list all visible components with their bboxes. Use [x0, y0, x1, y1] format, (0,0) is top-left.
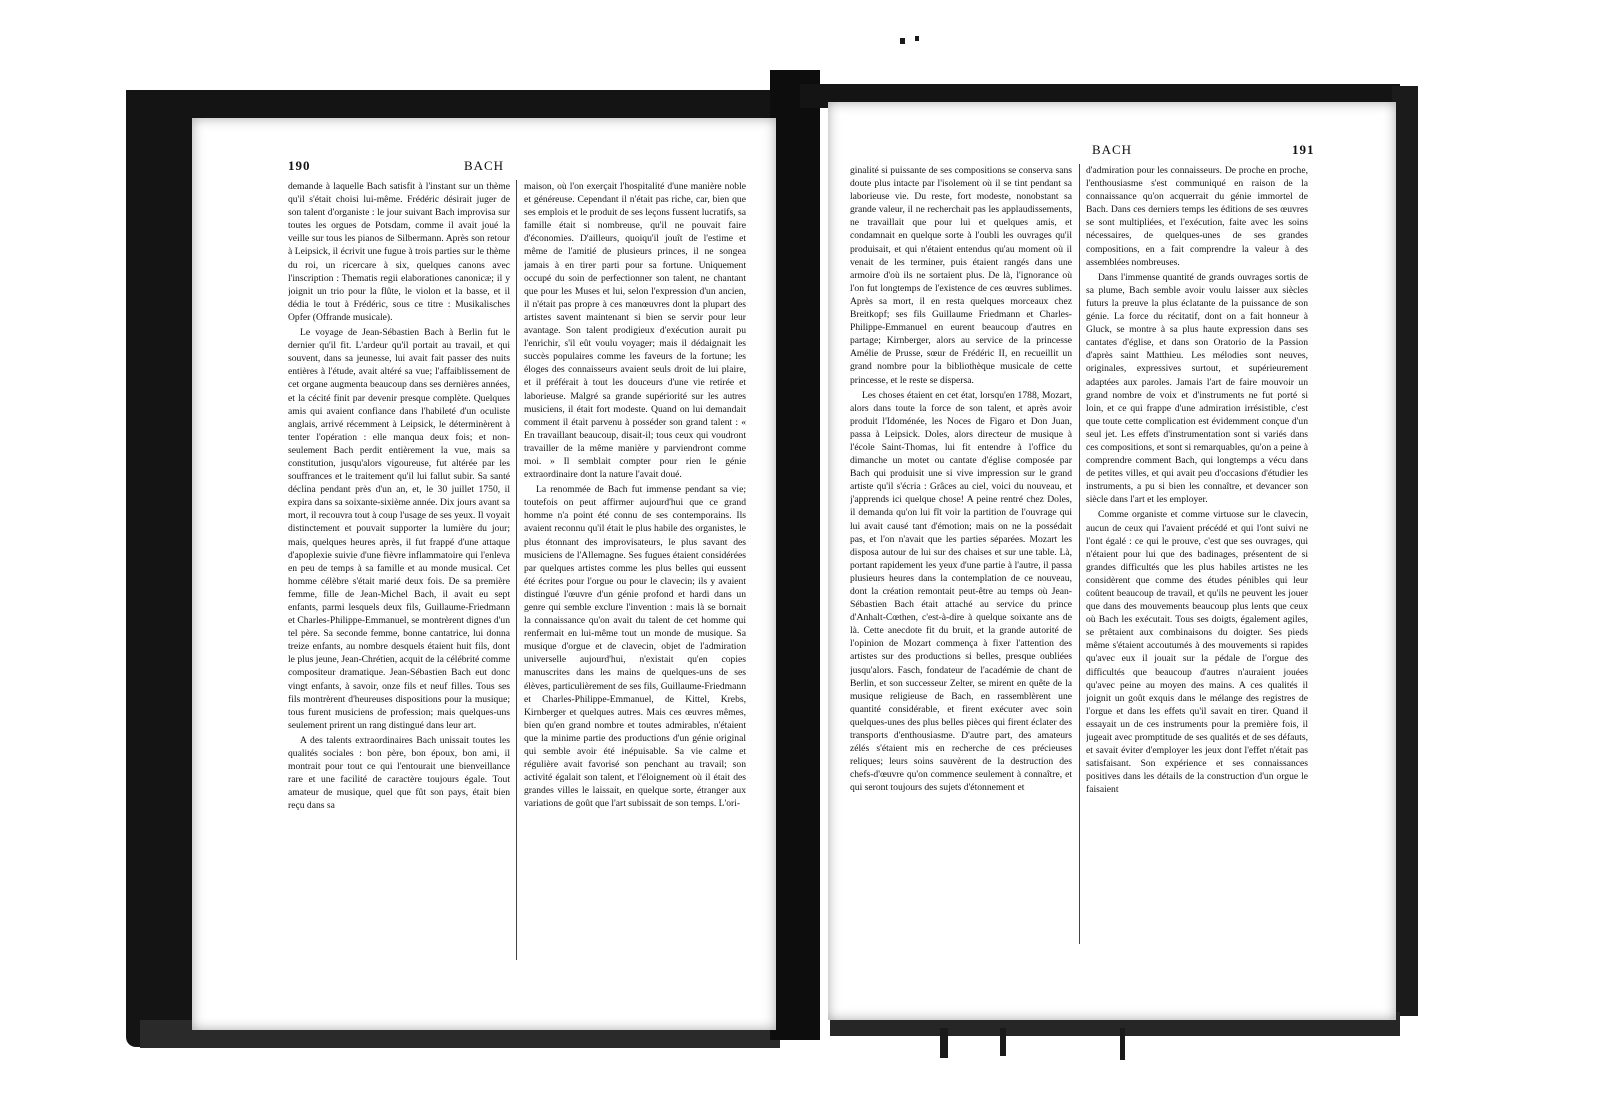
right-column-1: [850, 164, 1072, 1006]
paragraph: La renommée de Bach fut immense pendant sa vie; toutefois on peut affirmer aujourd'hui que ce grand homme n'a point été connu de ses contemporains. Ils avaient reconnu qu'il était le plus habile des organistes, le plus étonnant des improvisateurs, le plus savant des musiciens de l'Allemagne. Ses fugues étaient considérées par quelques artistes comme les plus belles qui eussent été écrites pour l'orgue ou pour le clavecin; ils y avaient distingué l'œuvre d'un génie profond et hardi dans un genre qui semble exclure l'invention : mais là se bornait la connaissance qu'on avait du talent de cet homme qui renfermait en lui-même tout un monde de musique. Sa musique d'orgue et de clavecin, objet de l'admiration universelle aujourd'hui, n'existait qu'en copies manuscrites dans les mains de quelques-uns de ses élèves, particulièrement de ses fils, Guillaume-Friedmann et Charles-Philippe-Emmanuel, de Kittel, Krebs, Kirnberger et quelques autres. Mais ces œuvres mêmes, bien qu'en grand nombre et toutes admirables, n'étaient que la minime partie des productions d'un génie original qui semble avoir été inépuisable. Sa vie calme et régulière avait favorisé son penchant au travail; son activité égalait son talent, et l'éloignement où il était des grandes villes le laissait, en quelque sorte, étranger aux variations de goût que l'art subissait de son temps. L'ori-: [524, 484, 746, 810]
paragraph: Les choses étaient en cet état, lorsqu'en 1788, Mozart, alors dans toute la force de son talent, et après avoir produit l'Idoménée, les Noces de Figaro et Don Juan, passa à Leipsick. Doles, alors directeur de musique à l'école Saint-Thomas, lui fit entendre à l'office du dimanche un motet ou cantate d'église composée par Bach qui produisit une si vive impression sur le grand artiste qu'il s'écria : Grâces au ciel, voici du nouveau, et j'apprends ici quelque chose! A peine rentré chez Doles, il demanda qu'on lui fît voir la partition de l'ouvrage qui lui avait causé tant d'émotion; mais on ne la possédait pas, et l'on n'avait que les parties séparées. Mozart les disposa autour de lui sur des chaises et sur une table. Là, portant rapidement les yeux d'une partie à l'autre, il passa plusieurs heures dans la contemplation de ce nouveau, dont la création remontait peut-être au temps où Jean-Sébastien Bach était attaché au service du prince d'Anhalt-Cœthen, c'est-à-dire à quelque soixante ans de là. Cette anecdote fit du bruit, et la grande autorité de l'opinion de Mozart commença à fixer l'attention des artistes sur des productions si belles, presque oubliées jusqu'alors. Fasch, fondateur de l'académie de chant de Berlin, et son successeur Zelter, se mirent en quête de la musique religieuse de Bach, en rassemblèrent une quantité considérable, et firent exécuter avec soin quelques-unes des plus belles pièces qui firent éclater des transports d'enthousiasme. D'autre part, des amateurs zélés s'étaient mis en recherche de ces précieuses reliques; leurs soins sauvèrent de la destruction des chefs-d'œuvre qu'on commence seulement à connaître, et qui seront toujours des sujets d'étonnement et: [850, 389, 1072, 794]
left-page: [192, 118, 776, 1030]
left-column-1: [288, 180, 510, 1022]
right-page: [828, 102, 1396, 1020]
left-running-title: BACH: [463, 158, 505, 173]
paragraph: Dans l'immense quantité de grands ouvrages sortis de sa plume, Bach semble avoir voulu laisser aux siècles futurs la preuve la plus éclatante de la puissance de son génie. La force du récitatif, dont on a fait honneur à Gluck, se montre à sa plus haute expression dans ses cantates d'église, et dans son Oratorio de la Passion d'après saint Matthieu. Les mélodies sont neuves, originales, expressives surtout, et supérieurement adaptées aux paroles. Jamais l'art de faire mouvoir un grand nombre de voix et d'instruments ne fut porté si loin, et ce qui frappe d'une admiration irrésistible, c'est que toute cette complication est évidemment conçue d'un seul jet. Les effets d'instrumentation sont si variés dans ces compositions, et sont si remarquables, qu'on a peine à comprendre comment Bach, qui longtemps a vécu dans de petites villes, et qui avait peu d'occasions d'étudier les instruments, a pu si bien les connaître, et devancer son siècle dans l'art et les employer.: [1086, 271, 1308, 506]
column-rule: [516, 180, 517, 960]
left-column-2: [524, 180, 746, 1022]
paragraph: ginalité si puissante de ses compositions se conserva sans doute plus intacte par l'isolement où il se tint pendant sa laborieuse vie. Du reste, fort modeste, nonobstant sa grande valeur, il ne recherchait pas les applaudissements, ne travaillait que pour lui et quelques amis, et condamnait en quelque sorte à l'oubli les ouvrages qu'il produisait, et qui n'étaient entendus qu'au moment où il venait de les terminer, puis étaient rangés dans une armoire d'où ils ne sortaient plus. De là, l'ignorance où l'on fut longtemps de l'existence de ces œuvres sublimes. Après sa mort, il en resta quelques morceaux chez Breitkopf; ses fils Guillaume Friedmann et Charles-Philippe-Emmanuel en eurent beaucoup d'autres en partage; Kirnberger, alors au service de la princesse Amélie de Prusse, sœur de Frédéric II, en recueillit un grand nombre pour la bibliothèque musicale de cette princesse, et le reste se dispersa.: [850, 165, 1072, 386]
paragraph: d'admiration pour les connaisseurs. De proche en proche, l'enthousiasme s'est communiqué en raison de la connaissance qu'on acquerrait du génie immortel de Bach. Dans ces derniers temps les éditions de ses œuvres se sont multipliées, et l'exécution, faite avec les soins nécessaires, de quelques-unes de ses grandes compositions, en a fait comprendre la valeur à des assemblées nombreuses.: [1086, 165, 1308, 268]
paragraph: Le voyage de Jean-Sébastien Bach à Berlin fut le dernier qu'il fit. L'ardeur qu'il portait au travail, et qui souvent, dans sa jeunesse, lui avait fait passer des nuits entières à l'étude, avait altéré sa vue; l'affaiblissement de cet organe augmenta beaucoup dans ses dernières années, et la cécité finit par devenir presque complète. Quelques amis qui avaient confiance dans l'habileté d'un oculiste anglais, arrivé récemment à Leipsick, le déterminèrent à tenter l'opération : elle manqua deux fois; et non-seulement Bach perdit entièrement la vue, mais sa constitution, jusqu'alors vigoureuse, fut altérée par les souffrances et le traitement qu'il lui fallut subir. Sa santé déclina pendant près d'un an, et, le 30 juillet 1750, il expira dans sa soixante-sixième année. Dix jours avant sa mort, il recouvra tout à coup l'usage de ses yeux. Il voyait distinctement et pouvait supporter la lumière du jour; mais, quelques heures après, il fut frappé d'une attaque d'apoplexie suivie d'une fièvre inflammatoire qui l'enleva en peu de temps à sa famille et au monde musical. Cet homme célèbre s'était marié deux fois. De sa première femme, fille de Jean-Michel Bach, il avait eu sept enfants, parmi lesquels deux fils, Guillaume-Friedmann et Charles-Philippe-Emmanuel, se montrèrent dignes d'un tel père. Sa seconde femme, bonne cantatrice, lui donna treize enfants, au nombre desquels étaient huit fils, dont le plus jeune, Jean-Chrétien, acquit de la célébrité comme compositeur dramatique. Jean-Sébastien Bach eut donc vingt enfants, à savoir, onze fils et neuf filles. Tous ses fils montrèrent d'heureuses dispositions pour la musique; tous furent musiciens de profession; mais quelques-uns seulement prirent un rang distingué dans leur art.: [288, 327, 510, 731]
paragraph: A des talents extraordinaires Bach unissait toutes les qualités sociales : bon père, bon époux, bon ami, il montrait pour tout ce qui l'entourait une bienveillance rare et une facilité de caractère toujours égale. Tout amateur de musique, quel que fût son pays, était bien reçu dans sa: [288, 734, 510, 812]
right-page-number: 191: [1292, 142, 1315, 157]
book-gutter: [770, 70, 820, 1040]
scan-speck: [900, 38, 905, 44]
scan-speck: [940, 1028, 948, 1058]
left-page-number: 190: [288, 158, 311, 173]
scan-speck: [1000, 1028, 1006, 1056]
column-rule: [1079, 164, 1080, 944]
left-running-head: [192, 158, 776, 176]
paragraph: Comme organiste et comme virtuose sur le clavecin, aucun de ceux qui l'avaient précédé et qui l'ont suivi ne l'ont égalé : ce qui le prouve, c'est que ses ouvrages, qui n'étaient pour lui que des badinages, présentent de si grandes difficultés que les plus habiles artistes ne les considèrent que comme des études pénibles qui leur coûtent beaucoup de travail, et qu'ils ne peuvent les jouer que dans des mouvements beaucoup plus lents que ceux où Bach les exécutait. Tous ses doigts, également agiles, se prêtaient aux combinaisons du doigter. Ses pieds même s'étaient accoutumés à des mouvements si rapides qu'avec eux il jouait sur la pédale de l'orgue des difficultés que beaucoup d'autres n'auraient jouées qu'avec peine au moyen des mains. A ces qualités il joignit un goût exquis dans le mélange des registres de l'orgue et dans les effets qu'il savait en tirer. Quand il essayait un de ces instruments pour la première fois, il jugeait avec promptitude de ses qualités et de ses défauts, et savait éviter d'employer les jeux dont l'effet n'était pas satisfaisant. Son expérience et ses connaissances positives dans les détails de la construction d'un orgue le faisaient: [1086, 509, 1308, 796]
right-running-title: BACH: [1091, 142, 1133, 157]
paragraph: maison, où l'on exerçait l'hospitalité d'une manière noble et généreuse. Cependant il n'était pas riche, car, bien que ses emplois et le produit de ses leçons fussent lucratifs, sa famille était si nombreuse, qu'il ne pouvait faire d'économies. D'ailleurs, quoiqu'il jouît de l'estime et même de l'amitié de plusieurs princes, il ne songea jamais à en tirer parti pour sa fortune. Uniquement occupé du soin de perfectionner son talent, ne chantant que pour les Muses et lui, selon l'expression d'un ancien, il n'était pas propre à ces manœuvres dont la plupart des artistes savent maintenant si bien se servir pour leur avantage. Son talent prodigieux d'exécution aurait pu l'enrichir, s'il eût voulu voyager; mais il dédaignait les succès populaires comme les faveurs de la fortune; les éloges des connaisseurs avaient seuls droit de lui plaire, et il préférait à tout les douceurs d'une vie retirée et laborieuse. Malgré sa grande supériorité sur les autres musiciens, il était fort modeste. Quand on lui demandait comment il était parvenu à posséder son grand talent : « En travaillant beaucoup, disait-il; tous ceux qui voudront travailler de la même manière y parviendront comme moi. » Il semblait compter pour rien le génie extraordinaire dont la nature l'avait doué.: [524, 181, 746, 481]
right-column-2: [1086, 164, 1308, 1006]
paragraph: demande à laquelle Bach satisfit à l'instant sur un thème qu'il s'était choisi lui-même. Frédéric désirait juger de son talent d'organiste : le jour suivant Bach improvisa sur toutes les orgues de Potsdam, comme il avait joué la veille sur tous les pianos de Silbermann. Après son retour à Leipsick, il écrivit une fugue à trois parties sur le thème du roi, un ricercare à six, quelques canons avec l'inscription : Thematis regii elaborationes canonicæ; il y joignit un trio pour la flûte, le violon et la basse, et il dédia le tout à Frédéric, sous ce titre : Musikalisches Opfer (Offrande musicale).: [288, 181, 510, 323]
scan-speck: [915, 36, 919, 41]
right-running-head: [828, 142, 1396, 160]
scan-speck: [1120, 1028, 1125, 1060]
